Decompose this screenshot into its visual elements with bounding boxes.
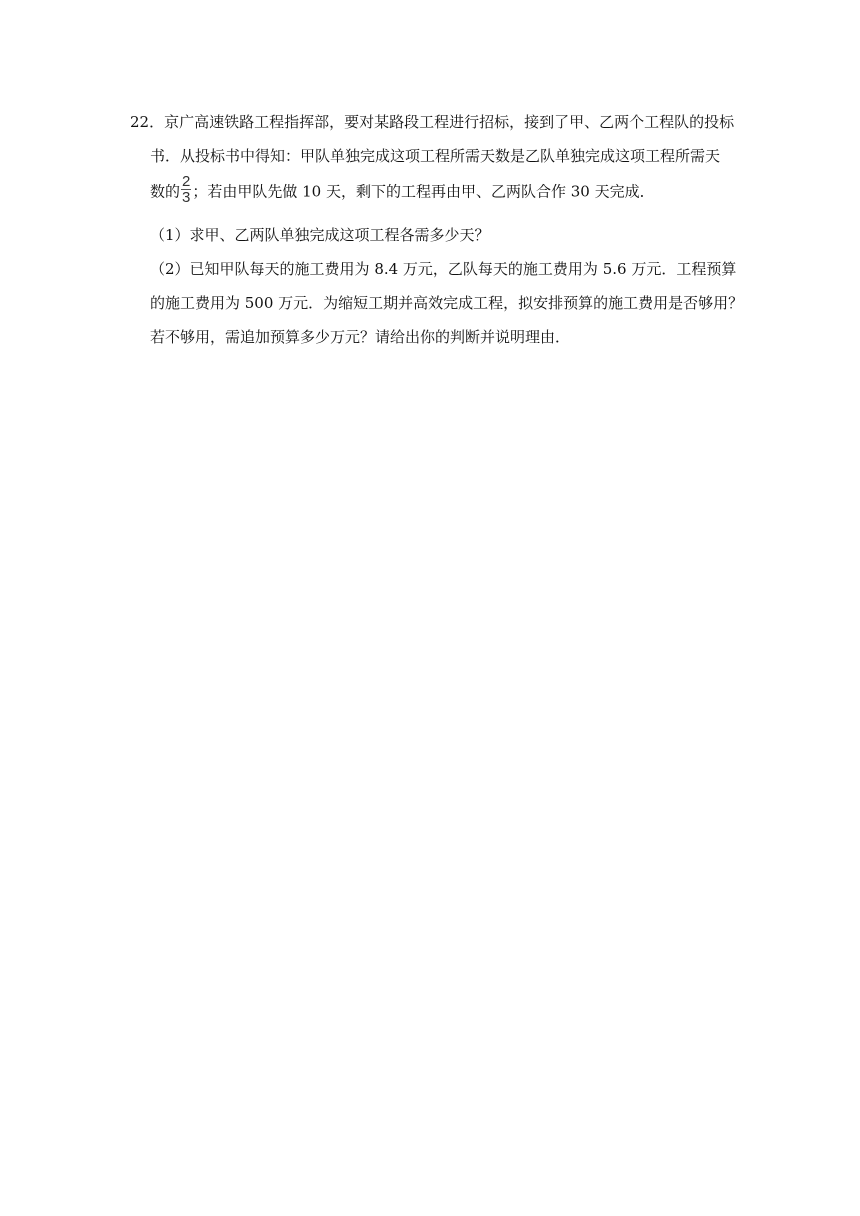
question-text-line-3-prefix: 数的 xyxy=(150,182,181,201)
part-2-text-line-2: 的施工费用为 500 万元．为缩短工期并高效完成工程，拟安排预算的施工费用是否够用？ xyxy=(150,294,744,312)
part-2-text-line-3: 若不够用，需追加预算多少万元？请给出你的判断并说明理由． xyxy=(150,328,571,346)
fraction-numerator: 2 xyxy=(182,173,191,190)
part-2-text-line-1: （2）已知甲队每天的施工费用为 8.4 万元，乙队每天的施工费用为 5.6 万元．工程预算 xyxy=(150,260,737,278)
question-line-3 xyxy=(150,173,655,206)
question-text-line-3-suffix: ；若由甲队先做 10 天，剩下的工程再由甲、乙两队合作 30 天完成． xyxy=(192,182,655,201)
part-1-text: （1）求甲、乙两队单独完成这项工程各需多少天？ xyxy=(150,226,490,244)
fraction-two-thirds xyxy=(181,174,191,205)
question-number: 22． xyxy=(130,113,165,131)
fraction-denominator: 3 xyxy=(182,189,191,206)
question-line-1 xyxy=(130,112,734,132)
question-text-line-1: 京广高速铁路工程指挥部，要对某路段工程进行招标，接到了甲、乙两个工程队的投标 xyxy=(164,113,735,131)
question-text-line-2: 书．从投标书中得知：甲队单独完成这项工程所需天数是乙队单独完成这项工程所需天 xyxy=(150,147,721,165)
